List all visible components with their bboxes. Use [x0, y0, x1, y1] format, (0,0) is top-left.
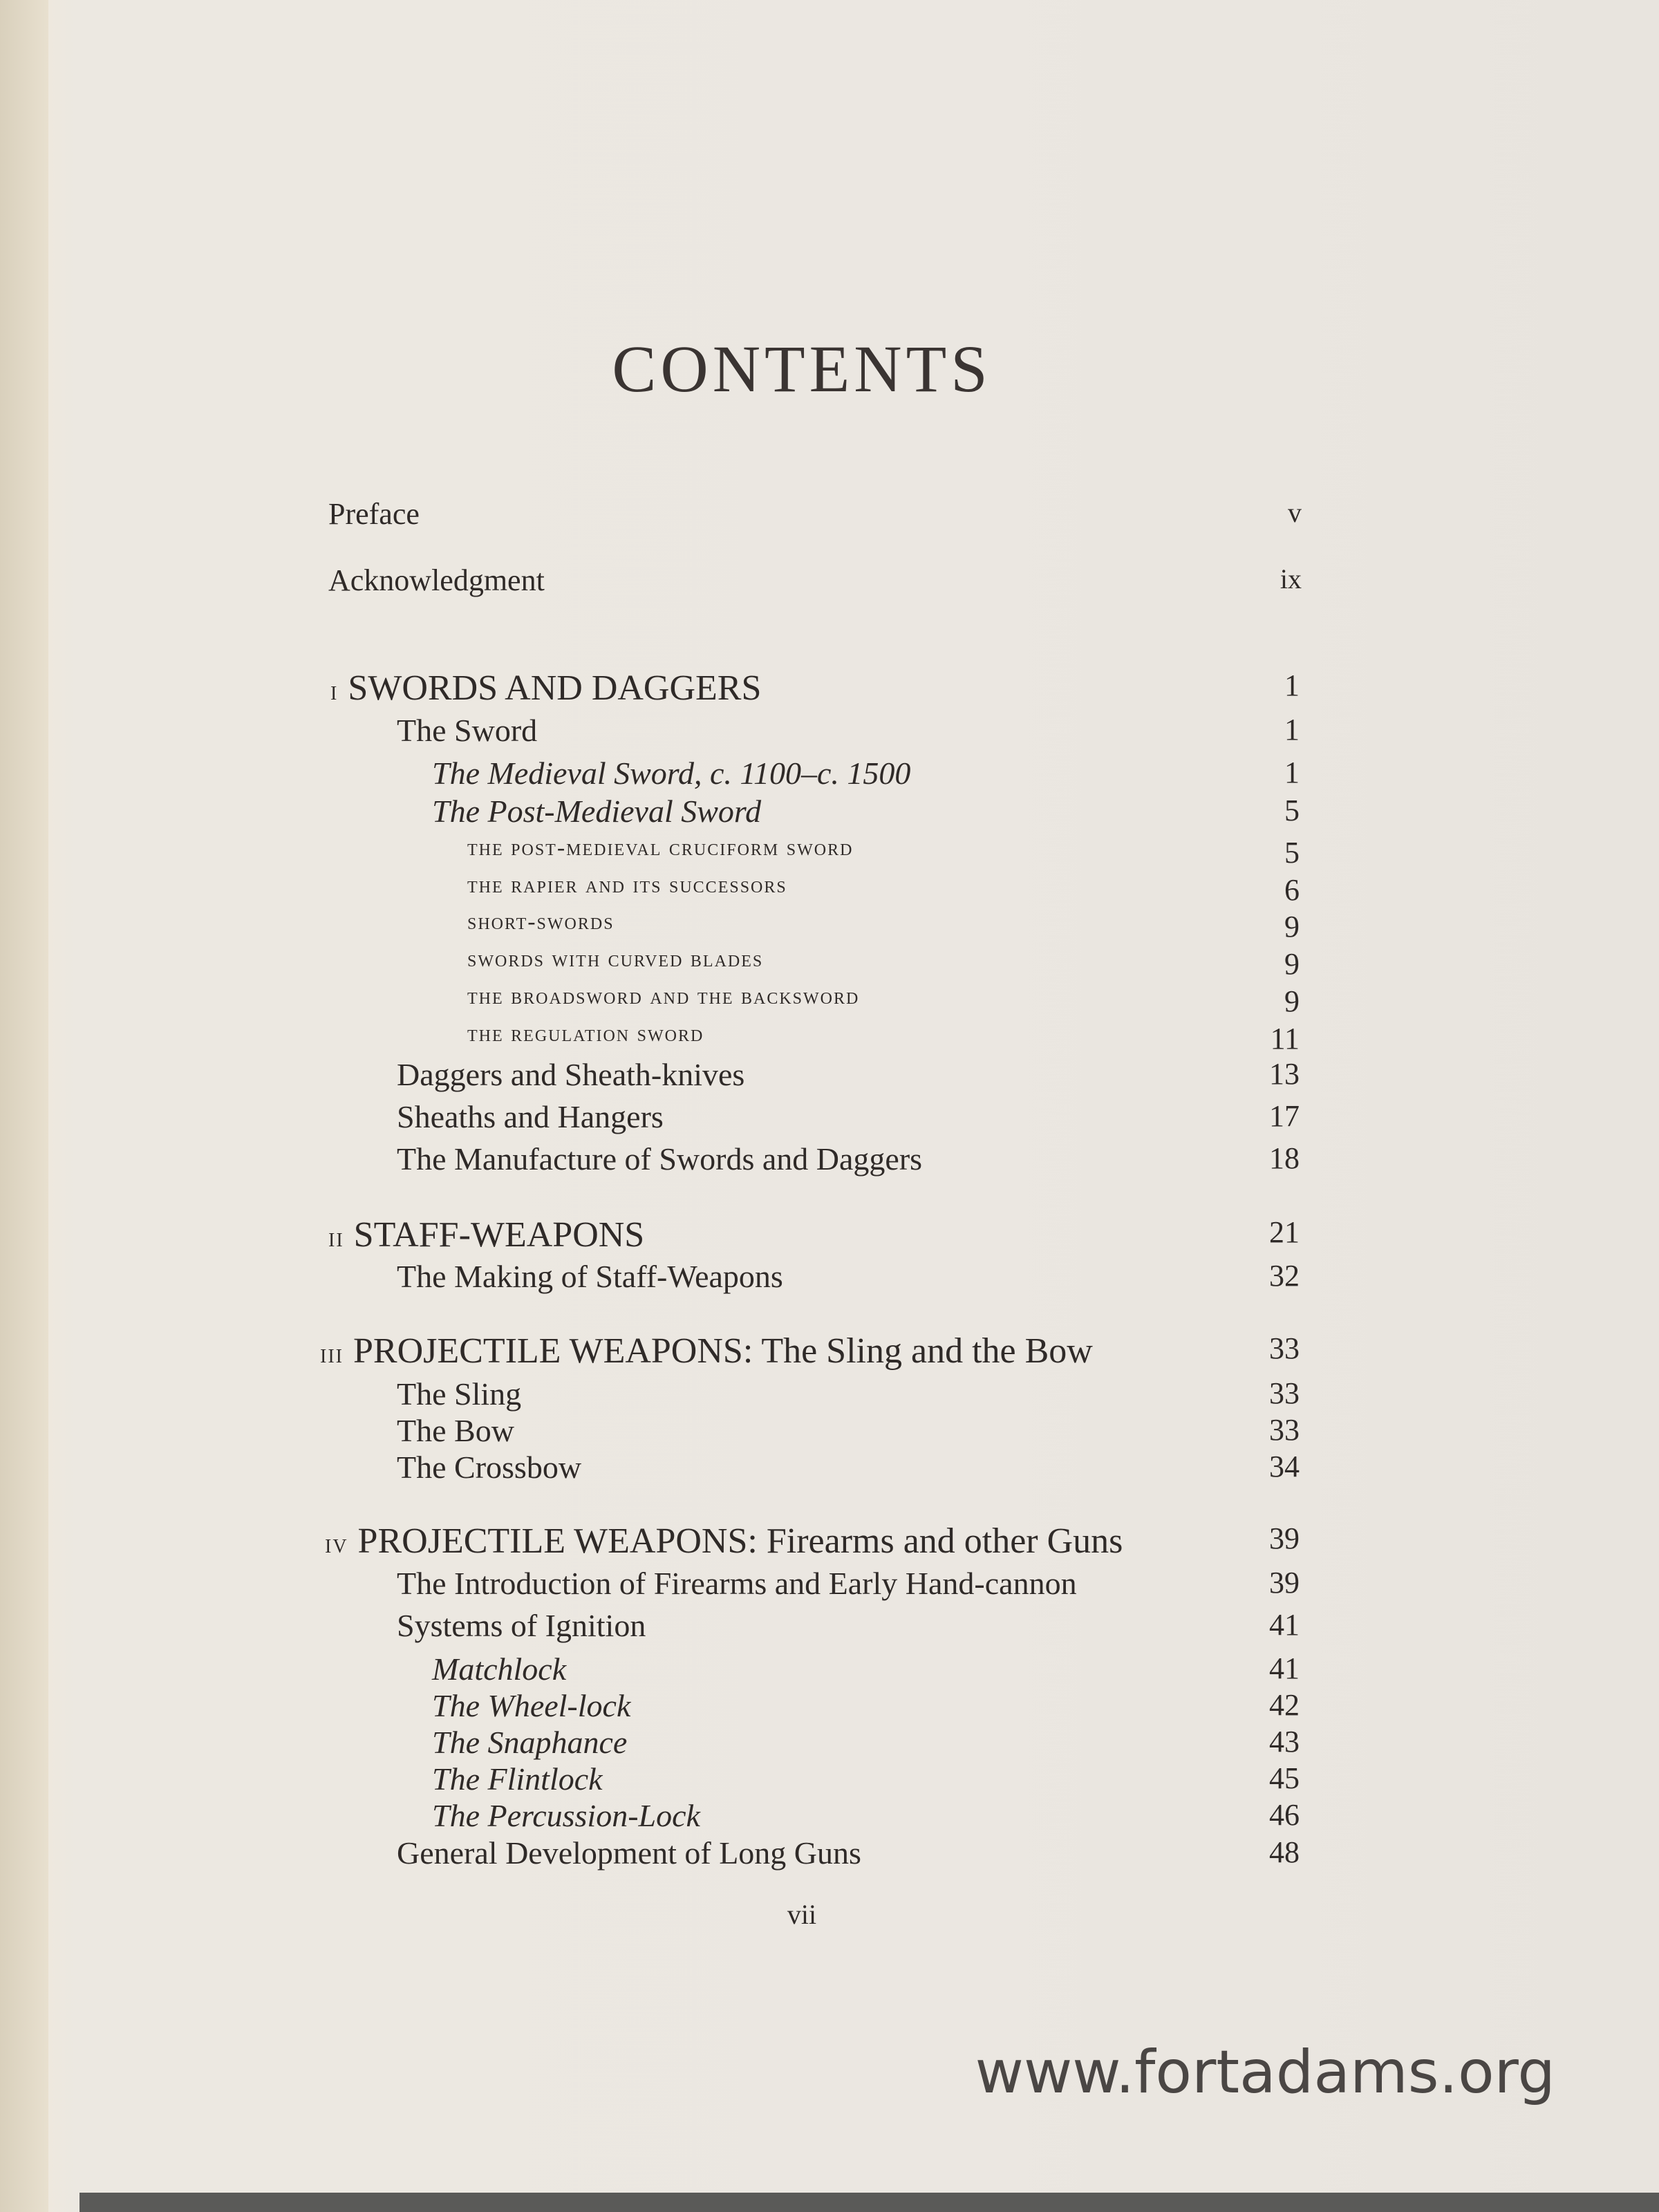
toc-entry-title: Sheaths and Hangers [397, 1099, 664, 1134]
toc-page-number: 48 [1269, 1835, 1300, 1869]
toc-page-number: 9 [1284, 910, 1300, 944]
toc-entry-title: the regulation sword [467, 1021, 704, 1047]
toc-entry [0, 1724, 1659, 1765]
toc-entry-title [325, 1521, 1123, 1562]
toc-chapter [0, 668, 1659, 709]
toc-entry-title: Daggers and Sheath-knives [397, 1057, 745, 1092]
toc-entry [0, 1761, 1659, 1802]
toc-entry [0, 1449, 1659, 1490]
toc-entry [0, 1651, 1659, 1692]
toc-page-number: 33 [1269, 1331, 1300, 1365]
toc-entry-title [328, 1215, 644, 1255]
toc-page-number: 5 [1284, 794, 1300, 827]
toc-page-number: 1 [1284, 756, 1300, 789]
toc-page-number: 45 [1269, 1761, 1300, 1795]
toc-entry [0, 1258, 1659, 1300]
toc-entry-title: The Post-Medieval Sword [432, 794, 762, 829]
toc-page-number: 33 [1269, 1376, 1300, 1410]
toc-entry [0, 984, 1659, 1025]
toc-page-number: 39 [1269, 1566, 1300, 1600]
toc-page-number: 41 [1269, 1651, 1300, 1685]
chapter-number: ii [328, 1221, 344, 1253]
toc-page-number: 34 [1269, 1450, 1300, 1483]
toc-page-number: 21 [1269, 1215, 1300, 1249]
toc-entry-title: The Sling [397, 1376, 522, 1412]
toc-page-number: 13 [1269, 1057, 1300, 1091]
toc-page-number: 11 [1270, 1022, 1300, 1056]
toc-entry [0, 1141, 1659, 1182]
chapter-title: STAFF-WEAPONS [353, 1215, 645, 1255]
toc-entry-title: The Flintlock [432, 1761, 603, 1797]
toc-entry-title: Acknowledgment [328, 563, 545, 597]
toc-entry-title: The Sword [397, 713, 538, 748]
chapter-number: iii [320, 1338, 344, 1369]
toc-entry [0, 1797, 1659, 1839]
toc-entry-title: the post-medieval cruciform sword [467, 835, 854, 861]
book-cover-edge [79, 2193, 1659, 2212]
toc-entry [0, 1376, 1659, 1417]
toc-entry-title [330, 668, 761, 709]
toc-entry-title: swords with curved blades [467, 946, 764, 972]
toc-page-number: 9 [1284, 947, 1300, 981]
toc-entry [0, 1412, 1659, 1454]
toc-entry [0, 1607, 1659, 1649]
chapter-title: SWORDS AND DAGGERS [348, 668, 762, 708]
toc-entry [0, 946, 1659, 988]
toc-entry-title [320, 1331, 1093, 1371]
toc-page-number: 46 [1269, 1798, 1300, 1832]
toc-entry-title: The Making of Staff-Weapons [397, 1259, 783, 1294]
toc-entry-title: the rapier and its successors [467, 872, 787, 898]
watermark-url: www.fortadams.org [975, 2038, 1555, 2107]
toc-entry [0, 835, 1659, 877]
toc-chapter [0, 1215, 1659, 1256]
toc-page-number: 6 [1284, 873, 1300, 907]
toc-page-number: 5 [1284, 836, 1300, 870]
chapter-number: iv [325, 1528, 348, 1559]
toc-entry [0, 909, 1659, 950]
chapter-title: PROJECTILE WEAPONS: The Sling and the Bow [353, 1331, 1093, 1371]
toc-entry-title: Systems of Ignition [397, 1608, 646, 1643]
toc-entry-title: the broadsword and the backsword [467, 984, 860, 1009]
toc-entry-title: The Medieval Sword, c. 1100–c. 1500 [432, 756, 911, 791]
toc-entry-title: The Percussion-Lock [432, 1798, 700, 1833]
toc-entry [0, 496, 1659, 538]
toc-chapter [0, 1521, 1659, 1562]
toc-entry [0, 793, 1659, 834]
page-folio: vii [787, 1899, 817, 1930]
toc-page-number: ix [1280, 563, 1302, 594]
toc-page-number: 39 [1269, 1521, 1300, 1555]
chapter-title: PROJECTILE WEAPONS: Firearms and other Guns [357, 1521, 1123, 1561]
toc-page-number: v [1288, 497, 1302, 528]
contents-heading: CONTENTS [612, 332, 992, 406]
toc-entry [0, 1687, 1659, 1729]
toc-page-number: 32 [1269, 1259, 1300, 1293]
toc-page-number: 18 [1269, 1141, 1300, 1175]
toc-entry [0, 755, 1659, 796]
toc-entry [0, 1098, 1659, 1140]
toc-entry-title: The Wheel-lock [432, 1688, 631, 1723]
toc-entry-title: short-swords [467, 909, 615, 935]
toc-page-number: 17 [1269, 1099, 1300, 1133]
toc-page-number: 1 [1284, 713, 1300, 747]
chapter-number: i [330, 675, 339, 706]
toc-entry [0, 872, 1659, 914]
toc-entry-title: The Crossbow [397, 1450, 582, 1485]
toc-entry [0, 712, 1659, 753]
toc-entry-title: The Bow [397, 1413, 514, 1448]
toc-entry [0, 1835, 1659, 1876]
toc-entry-title: The Snaphance [432, 1725, 628, 1760]
toc-page-number: 1 [1284, 668, 1300, 702]
toc-page-number: 9 [1284, 984, 1300, 1018]
toc-page-number: 33 [1269, 1413, 1300, 1447]
toc-entry [0, 563, 1659, 604]
toc-chapter [0, 1331, 1659, 1372]
toc-entry-title: The Introduction of Firearms and Early Hand-cannon [397, 1566, 1077, 1601]
toc-page-number: 41 [1269, 1608, 1300, 1642]
toc-entry-title: General Development of Long Guns [397, 1835, 861, 1871]
toc-entry [0, 1056, 1659, 1098]
toc-entry-title: Preface [328, 497, 420, 531]
toc-entry [0, 1565, 1659, 1606]
toc-page-number: 43 [1269, 1725, 1300, 1759]
toc-entry-title: Matchlock [432, 1651, 567, 1687]
toc-entry-title: The Manufacture of Swords and Daggers [397, 1141, 923, 1177]
toc-page-number: 42 [1269, 1688, 1300, 1722]
